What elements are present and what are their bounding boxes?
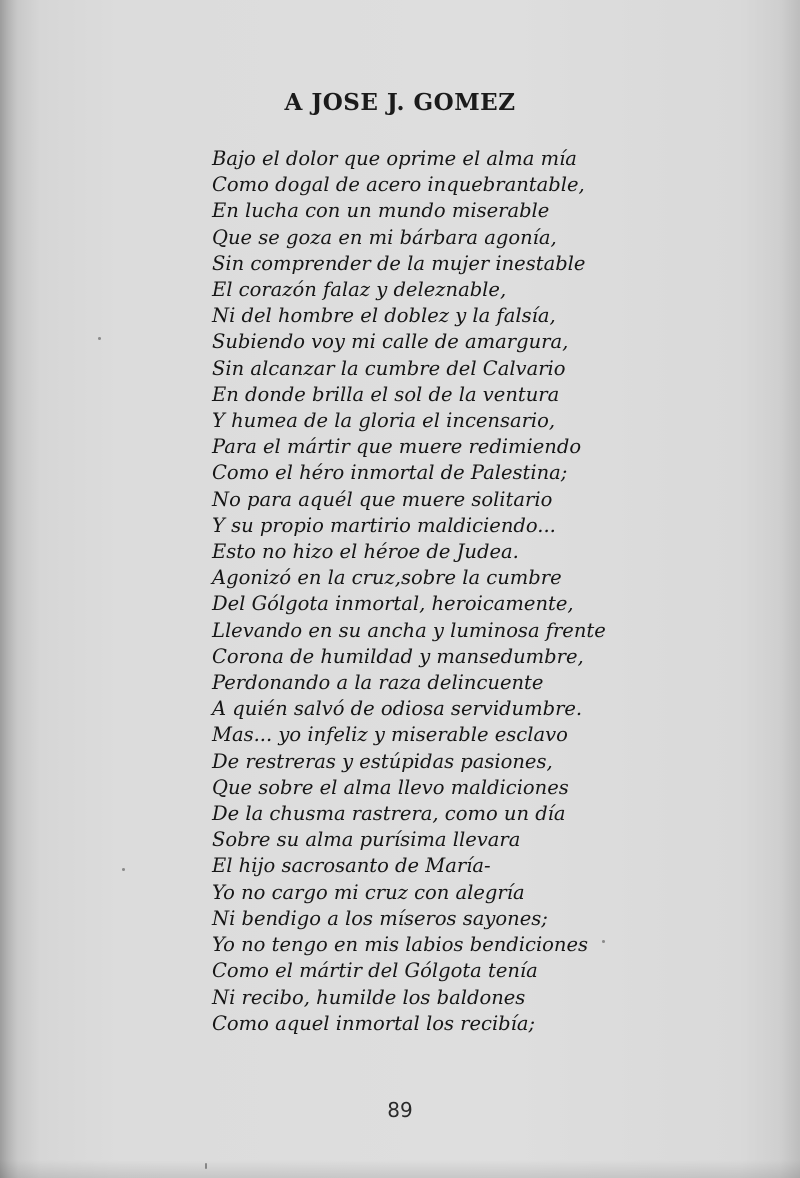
- poem-line: Del Gólgota inmortal, heroicamente,: [212, 592, 574, 616]
- poem-line: El hijo sacrosanto de María-: [212, 854, 491, 878]
- page-number: 89: [387, 1098, 413, 1122]
- page-title: A JOSE J. GOMEZ: [284, 89, 516, 116]
- poem-line: Bajo el dolor que oprime el alma mía: [212, 147, 577, 170]
- poem-line: Que sobre el alma llevo maldiciones: [212, 775, 569, 799]
- poem-line: En donde brilla el sol de la ventura: [212, 382, 560, 406]
- poem-line: Yo no cargo mi cruz con alegría: [212, 880, 525, 904]
- poem-line: Yo no tengo en mis labios bendiciones: [212, 933, 589, 957]
- poem-line: Mas... yo infeliz y miserable esclavo: [212, 723, 568, 747]
- poem-line: Como el héro inmortal de Palestina;: [212, 461, 568, 485]
- paper-speck: [122, 868, 125, 871]
- poem-line: Ni bendigo a los míseros sayones;: [212, 906, 548, 930]
- poem-line: Esto no hizo el héroe de Judea.: [212, 540, 519, 564]
- paper-speck: [98, 337, 101, 340]
- poem-line: Que se goza en mi bárbara agonía,: [212, 225, 557, 249]
- poem-body: [212, 146, 772, 1037]
- poem-line: Ni del hombre el doblez y la falsía,: [212, 304, 556, 328]
- poem-line: Como el mártir del Gólgota tenía: [212, 959, 538, 983]
- poem-line: Y su propio martirio maldiciendo...: [212, 513, 556, 537]
- poem-line: Y humea de la gloria el incensario,: [212, 409, 556, 433]
- poem-line: En lucha con un mundo miserable: [212, 199, 550, 223]
- poem-line: Sin comprender de la mujer inestable: [212, 251, 586, 275]
- poem-line: Corona de humildad y mansedumbre,: [212, 644, 584, 668]
- poem-line: Subiendo voy mi calle de amargura,: [212, 330, 569, 354]
- poem-line: Agonizó en la cruz,sobre la cumbre: [212, 566, 562, 590]
- page-edge-shadow: [0, 1160, 800, 1178]
- poem-line: No para aquél que muere solitario: [212, 487, 553, 511]
- poem-line: Llevando en su ancha y luminosa frente: [212, 618, 606, 642]
- poem-line: De restreras y estúpidas pasiones,: [212, 749, 553, 773]
- poem-line: Sin alcanzar la cumbre del Calvario: [212, 356, 566, 380]
- poem-line: Como dogal de acero inquebrantable,: [212, 173, 585, 197]
- poem-line: Como aquel inmortal los recibía;: [212, 1011, 536, 1035]
- poem-line: Para el mártir que muere redimiendo: [212, 435, 582, 459]
- poem-line: A quién salvó de odiosa servidumbre.: [212, 697, 583, 721]
- poem-line: Ni recibo, humilde los baldones: [212, 985, 526, 1009]
- poem-line: El corazón falaz y deleznable,: [212, 278, 507, 302]
- poem-line: Perdonando a la raza delincuente: [212, 671, 544, 695]
- poem-line: De la chusma rastrera, como un día: [212, 802, 566, 826]
- poem-line: Sobre su alma purísima llevara: [212, 828, 521, 852]
